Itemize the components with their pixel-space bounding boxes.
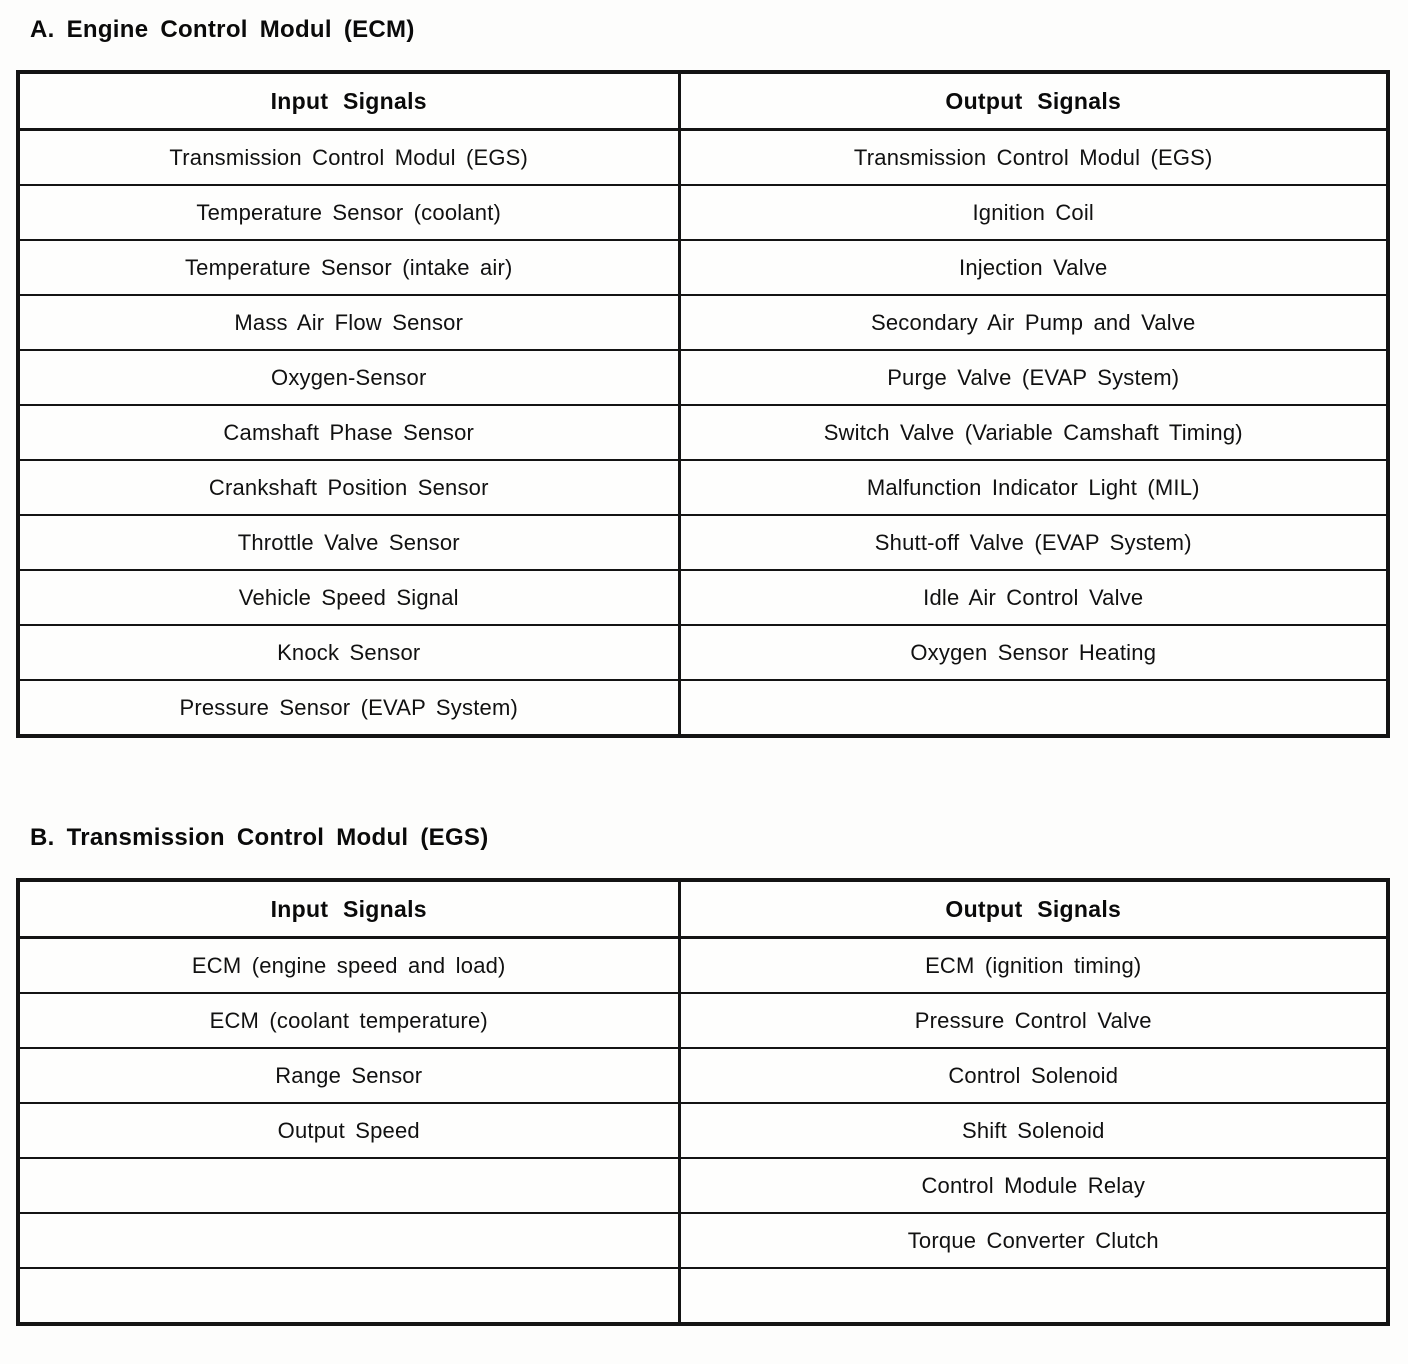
table-header-row: [18, 880, 1388, 938]
table-cell: Secondary Air Pump and Valve: [679, 295, 1388, 350]
table-cell: Shift Solenoid: [679, 1103, 1388, 1158]
table-cell: Injection Valve: [679, 240, 1388, 295]
table-row: [18, 625, 1388, 680]
table-cell: Throttle Valve Sensor: [18, 515, 679, 570]
ecm-signals-table: [16, 70, 1390, 738]
table-cell: Temperature Sensor (coolant): [18, 185, 679, 240]
table-cell: Ignition Coil: [679, 185, 1388, 240]
table-row: [18, 295, 1388, 350]
table-cell: Pressure Sensor (EVAP System): [18, 680, 679, 736]
table-cell: [679, 680, 1388, 736]
table-cell: Transmission Control Modul (EGS): [679, 130, 1388, 186]
table-cell: Torque Converter Clutch: [679, 1213, 1388, 1268]
table-row: [18, 130, 1388, 186]
table-row: [18, 1158, 1388, 1213]
table-cell: Vehicle Speed Signal: [18, 570, 679, 625]
table-cell: ECM (ignition timing): [679, 938, 1388, 994]
table-cell: Switch Valve (Variable Camshaft Timing): [679, 405, 1388, 460]
table-cell: Transmission Control Modul (EGS): [18, 130, 679, 186]
table-cell: Mass Air Flow Sensor: [18, 295, 679, 350]
table-row: [18, 405, 1388, 460]
table-cell: Pressure Control Valve: [679, 993, 1388, 1048]
table-row: [18, 1213, 1388, 1268]
egs-table-body: [18, 938, 1388, 1325]
ecm-table-body: [18, 130, 1388, 737]
input-signals-column-header: Input Signals: [18, 72, 679, 130]
table-cell: Purge Valve (EVAP System): [679, 350, 1388, 405]
input-signals-column-header: Input Signals: [18, 880, 679, 938]
output-signals-column-header: Output Signals: [679, 880, 1388, 938]
table-cell: Output Speed: [18, 1103, 679, 1158]
table-header-row: [18, 72, 1388, 130]
section-a-title: A. Engine Control Modul (ECM): [30, 16, 415, 43]
table-cell: [18, 1213, 679, 1268]
table-cell: Oxygen-Sensor: [18, 350, 679, 405]
table-row: [18, 1268, 1388, 1324]
table-cell: Crankshaft Position Sensor: [18, 460, 679, 515]
table-cell: Malfunction Indicator Light (MIL): [679, 460, 1388, 515]
table-cell: ECM (engine speed and load): [18, 938, 679, 994]
output-signals-column-header: Output Signals: [679, 72, 1388, 130]
table-cell: Idle Air Control Valve: [679, 570, 1388, 625]
egs-signals-table: [16, 878, 1390, 1326]
table-cell: Range Sensor: [18, 1048, 679, 1103]
table-row: [18, 460, 1388, 515]
table-cell: [679, 1268, 1388, 1324]
table-cell: Knock Sensor: [18, 625, 679, 680]
table-cell: [18, 1158, 679, 1213]
table-cell: Control Solenoid: [679, 1048, 1388, 1103]
table-cell: Camshaft Phase Sensor: [18, 405, 679, 460]
table-row: [18, 350, 1388, 405]
table-cell: Oxygen Sensor Heating: [679, 625, 1388, 680]
table-row: [18, 240, 1388, 295]
table-cell: [18, 1268, 679, 1324]
table-row: [18, 185, 1388, 240]
section-b-title: B. Transmission Control Modul (EGS): [30, 824, 489, 851]
table-row: [18, 515, 1388, 570]
table-row: [18, 1048, 1388, 1103]
table-cell: Temperature Sensor (intake air): [18, 240, 679, 295]
table-cell: Shutt-off Valve (EVAP System): [679, 515, 1388, 570]
table-row: [18, 680, 1388, 736]
table-cell: Control Module Relay: [679, 1158, 1388, 1213]
table-row: [18, 993, 1388, 1048]
table-row: [18, 938, 1388, 994]
table-row: [18, 1103, 1388, 1158]
table-cell: ECM (coolant temperature): [18, 993, 679, 1048]
table-row: [18, 570, 1388, 625]
